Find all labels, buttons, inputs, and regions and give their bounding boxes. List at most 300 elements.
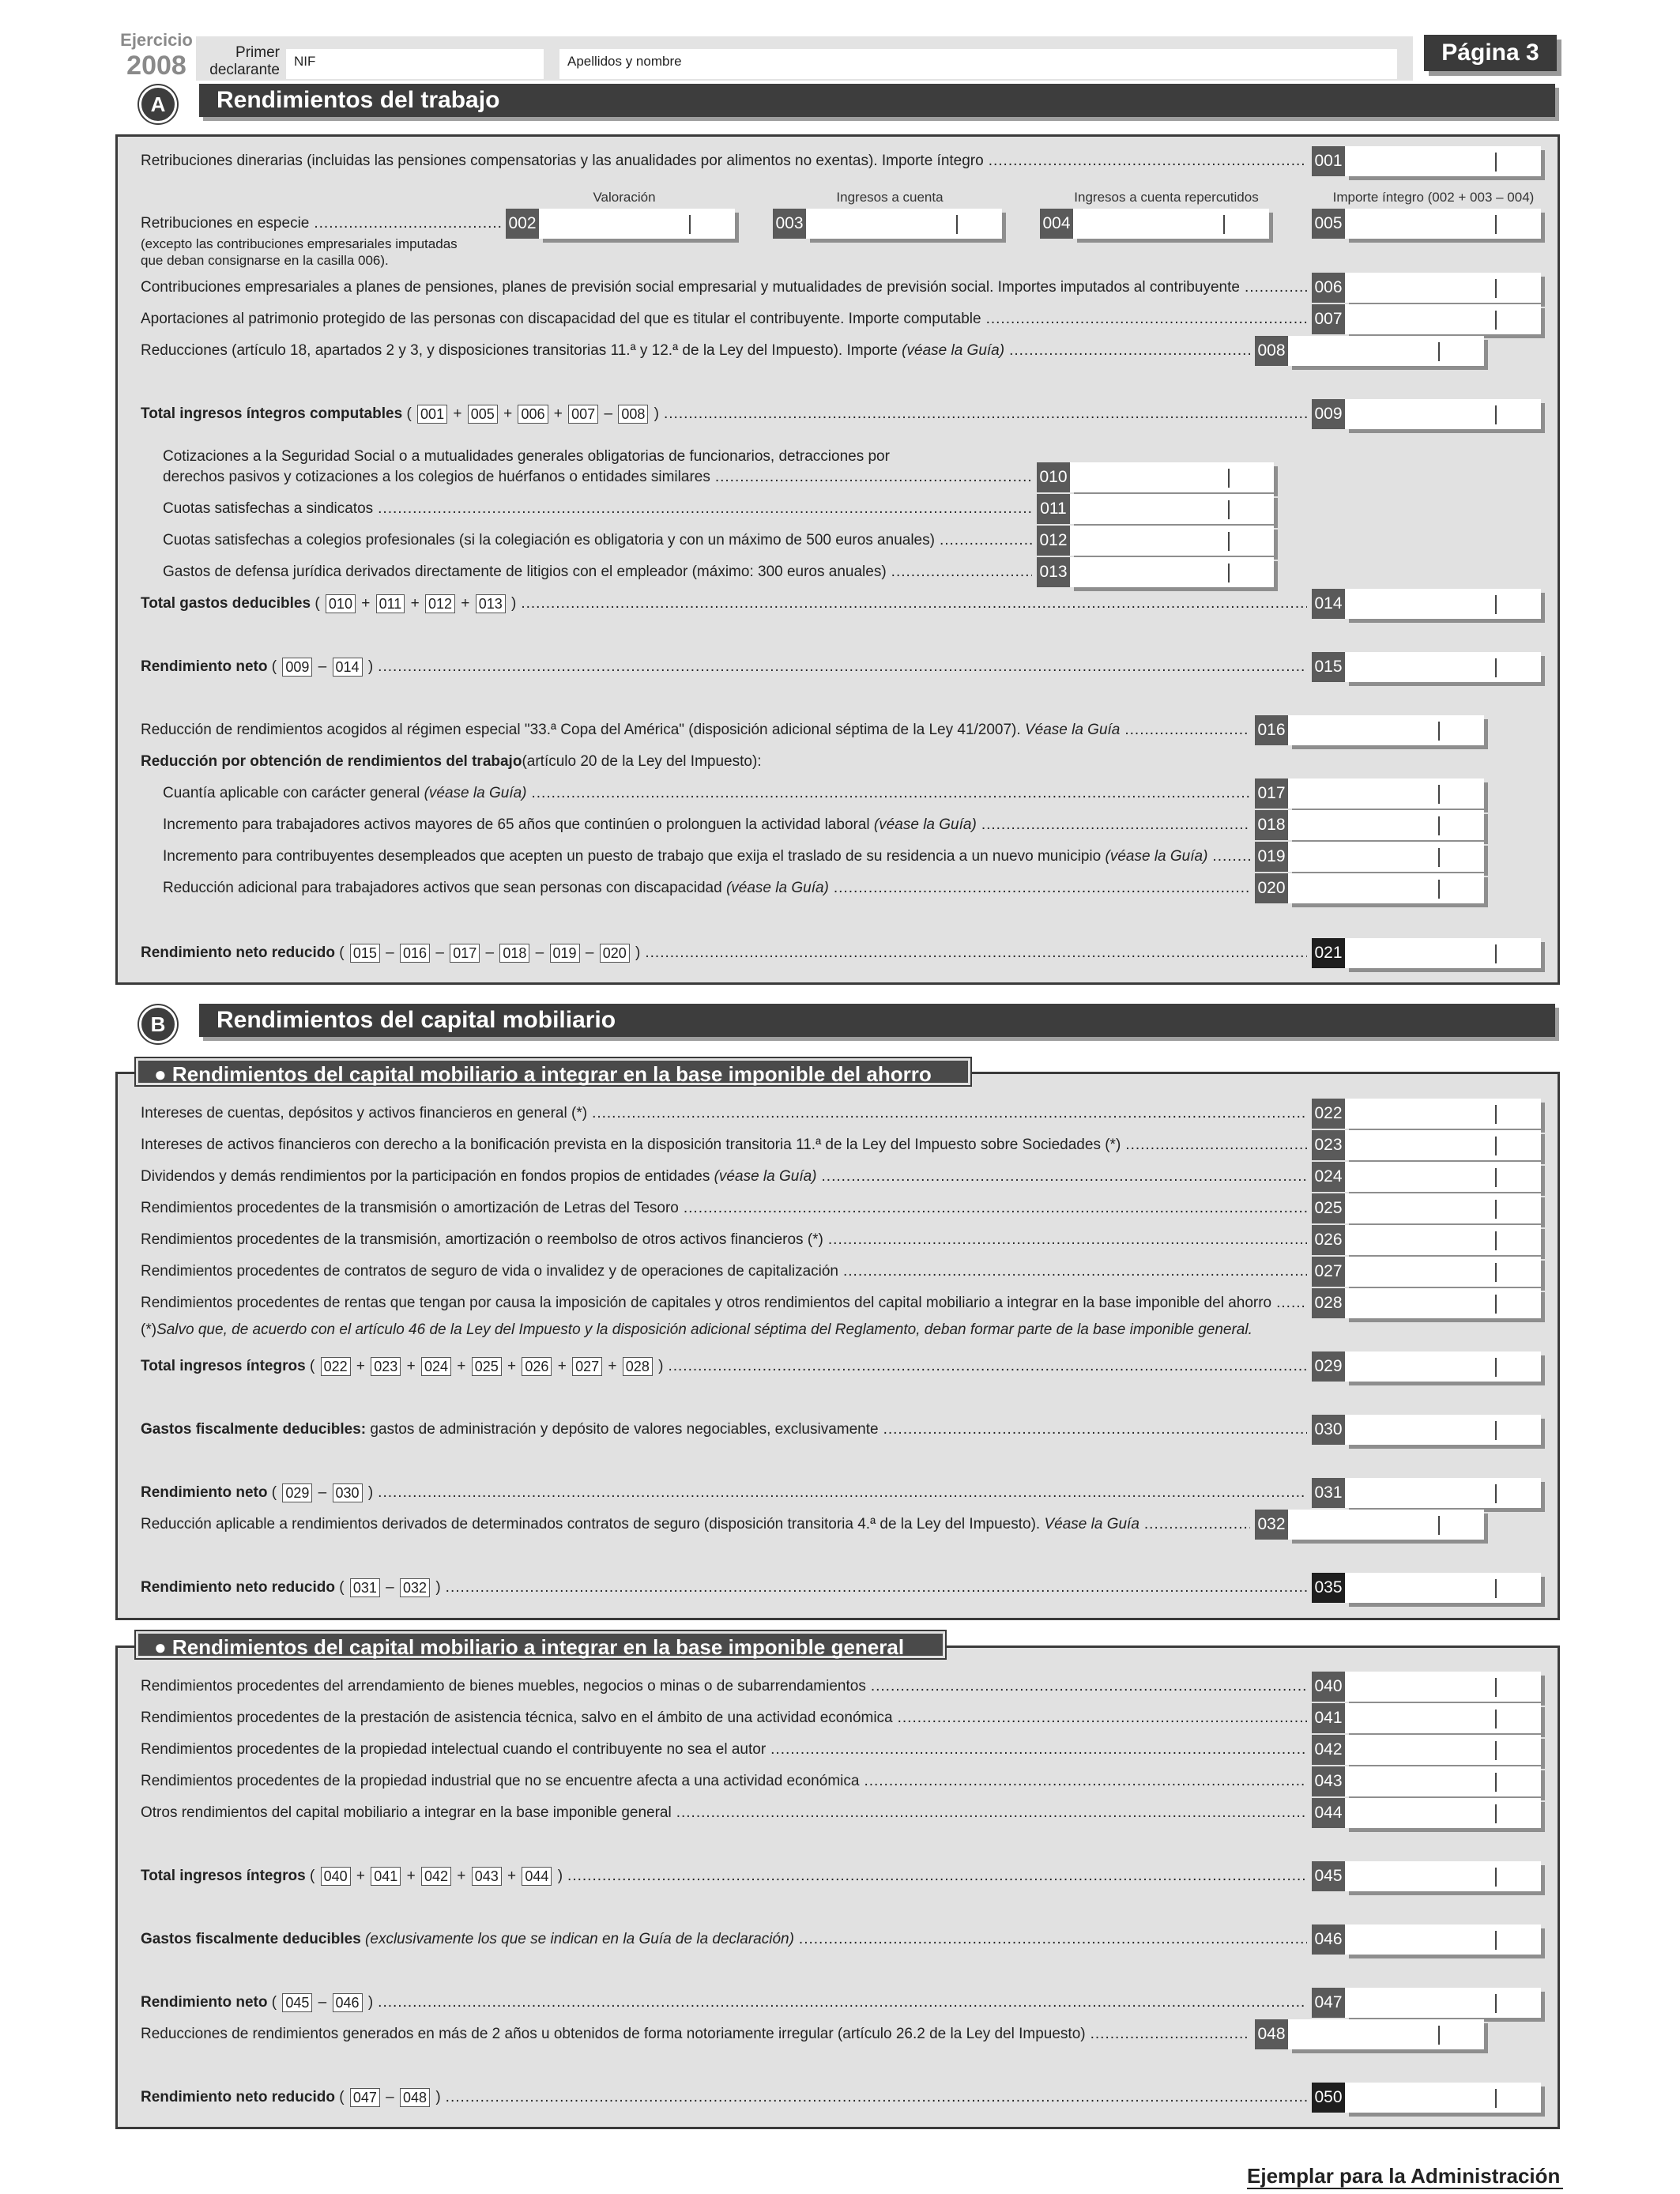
- row-029-leader: [668, 1356, 1307, 1377]
- row-050-part: Rendimiento neto reducido: [141, 2089, 335, 2105]
- row-026: [141, 1230, 1312, 1250]
- field-014[interactable]: [1312, 589, 1541, 619]
- row-030-part: Gastos fiscalmente deducibles:: [141, 1421, 367, 1438]
- row-027-part: Rendimientos procedentes de contratos de seguro de vida o invalidez y de operaciones de capitalización: [141, 1263, 838, 1280]
- row-022: [141, 1103, 1312, 1124]
- row-especie-text: [141, 213, 309, 234]
- box-input-009[interactable]: [1345, 399, 1541, 429]
- row-046: [141, 1929, 1312, 1950]
- op: ): [654, 1358, 664, 1374]
- field-022[interactable]: [1312, 1099, 1541, 1129]
- ref-027: 027: [572, 1357, 602, 1376]
- field-016[interactable]: [1255, 715, 1484, 745]
- op: –: [381, 2089, 399, 2105]
- row-043: [141, 1771, 1312, 1792]
- row-022-text: [141, 1103, 587, 1124]
- box-code-025: 025: [1312, 1193, 1345, 1223]
- op: ): [553, 1868, 563, 1884]
- ref-018: 018: [499, 944, 529, 963]
- footer-label: Ejemplar para la Administración: [1247, 2164, 1561, 2188]
- row-046-leader: [799, 1929, 1307, 1950]
- row-031: [141, 1483, 1312, 1503]
- field-024[interactable]: [1312, 1162, 1541, 1192]
- op: +: [402, 1358, 420, 1374]
- ref-020: 020: [600, 944, 630, 963]
- field-018[interactable]: [1255, 810, 1484, 840]
- row-009: [141, 404, 1312, 424]
- field-046[interactable]: [1312, 1924, 1541, 1955]
- row-045-part: Total ingresos íntegros: [141, 1868, 306, 1884]
- field-004[interactable]: [1040, 209, 1269, 239]
- row-044-part: Otros rendimientos del capital mobiliario a integrar en la base imponible general: [141, 1804, 672, 1821]
- row-026-text: [141, 1230, 823, 1250]
- ref-022: 022: [321, 1357, 351, 1376]
- ref-040: 040: [321, 1867, 351, 1886]
- box-input-014[interactable]: [1345, 589, 1541, 619]
- op: ): [507, 595, 517, 612]
- row-012-leader: [940, 530, 1032, 551]
- row-021: [141, 943, 1312, 963]
- especie-note-2: que deban consignarse en la casilla 006).: [141, 253, 389, 268]
- row-042-part: Rendimientos procedentes de la propiedad intelectual cuando el contribuyente no sea el autor: [141, 1741, 767, 1758]
- ref-011: 011: [376, 594, 405, 613]
- row-028-part: Rendimientos procedentes de rentas que tengan por causa la imposición de capitales y otros rendimientos del capital mobiliario a integrar en la base imponible del ahorro: [141, 1295, 1272, 1311]
- op: –: [581, 944, 598, 961]
- field-003[interactable]: [773, 209, 1002, 239]
- row-032-part: Reducción aplicable a rendimientos derivados de determinados contratos de seguro (disposición transitoria 4.ª de la Ley del Impuesto).: [141, 1516, 1041, 1532]
- row-031-part: Rendimiento neto: [141, 1484, 268, 1501]
- field-048[interactable]: [1255, 2019, 1484, 2049]
- section-a-letter: A: [139, 85, 177, 123]
- row-017-part: Cuantía aplicable con carácter general: [163, 785, 420, 801]
- op: +: [356, 595, 375, 612]
- reduccion-title-rest: (artículo 20 de la Ley del Impuesto):: [522, 753, 762, 770]
- row-013-leader: [891, 562, 1032, 582]
- row-019-part: (véase la Guía): [1105, 848, 1208, 865]
- box-code-019: 019: [1255, 842, 1288, 872]
- row-022-part: Intereses de cuentas, depósitos y activos financieros en general: [141, 1105, 567, 1122]
- ejercicio-label: Ejercicio: [120, 30, 193, 50]
- ref-043: 043: [472, 1867, 502, 1886]
- box-code-020: 020: [1255, 873, 1288, 903]
- apellidos-field[interactable]: [559, 49, 1397, 79]
- row-019-leader: [1212, 846, 1250, 867]
- box-input-050[interactable]: [1345, 2083, 1541, 2113]
- row-010-part: derechos pasivos y cotizaciones a los colegios de huérfanos o entidades similares: [163, 469, 710, 485]
- row-030-text: [141, 1419, 879, 1440]
- op: +: [503, 1868, 521, 1884]
- box-input-013[interactable]: [1070, 557, 1274, 587]
- field-009[interactable]: [1312, 399, 1541, 429]
- field-017[interactable]: [1255, 778, 1484, 809]
- ref-005: 005: [468, 405, 498, 424]
- field-026[interactable]: [1312, 1225, 1541, 1255]
- box-input-021[interactable]: [1345, 938, 1541, 968]
- row-029-part: Total ingresos íntegros: [141, 1358, 306, 1374]
- row-030-part: gastos de administración y depósito de valores negociables, exclusivamente: [370, 1421, 879, 1438]
- row-040: [141, 1676, 1312, 1697]
- ref-028: 028: [623, 1357, 653, 1376]
- row-020-text: [163, 878, 829, 899]
- box-input-048[interactable]: [1288, 2019, 1484, 2049]
- row-047-leader: [378, 1992, 1307, 2013]
- box-input-042[interactable]: [1345, 1735, 1541, 1765]
- box-code-015: 015: [1312, 652, 1345, 682]
- field-006[interactable]: [1312, 273, 1541, 303]
- box-input-031[interactable]: [1345, 1478, 1541, 1508]
- op: +: [352, 1868, 370, 1884]
- box-code-002: 002: [506, 209, 539, 239]
- op: –: [431, 944, 449, 961]
- declarante-label: [202, 44, 280, 79]
- footnote-star: (*): [141, 1321, 157, 1338]
- row-007: [141, 309, 1312, 330]
- field-010[interactable]: [1037, 462, 1274, 492]
- ejercicio-year: 2008: [126, 51, 186, 81]
- row-001-leader: [989, 151, 1307, 172]
- row-040-text: [141, 1676, 866, 1697]
- box-input-024[interactable]: [1345, 1162, 1541, 1192]
- ref-048: 048: [400, 2088, 430, 2107]
- box-input-018[interactable]: [1288, 810, 1484, 840]
- row-007-part: Aportaciones al patrimonio protegido de las personas con discapacidad del que es titular el contribuyente. Importe computable: [141, 311, 981, 327]
- box-code-042: 042: [1312, 1735, 1345, 1765]
- field-040[interactable]: [1312, 1672, 1541, 1702]
- field-031[interactable]: [1312, 1478, 1541, 1508]
- op: +: [499, 405, 517, 422]
- row-045: [141, 1866, 1312, 1887]
- row-046-part: Gastos fiscalmente deducibles: [141, 1931, 361, 1947]
- section-a-title: Rendimientos del trabajo: [199, 84, 1555, 117]
- box-code-013: 013: [1037, 557, 1070, 587]
- ref-023: 023: [371, 1357, 401, 1376]
- field-001[interactable]: [1312, 146, 1541, 176]
- row-020-part: Reducción adicional para trabajadores activos que sean personas con discapacidad: [163, 880, 722, 896]
- box-input-026[interactable]: [1345, 1225, 1541, 1255]
- row-029: [141, 1356, 1312, 1377]
- row-044-text: [141, 1803, 672, 1823]
- row-008: [141, 341, 1255, 361]
- box-input-011[interactable]: [1070, 494, 1274, 524]
- op: +: [449, 405, 466, 422]
- box-code-021: 021: [1312, 938, 1345, 968]
- row-046-part: (exclusivamente los que se indican en la Guía de la declaración): [365, 1931, 794, 1947]
- row-035-leader: [446, 1578, 1307, 1598]
- colhdr-col_ingresos_cuenta: Ingresos a cuenta: [836, 190, 944, 205]
- op: +: [406, 595, 424, 612]
- op: (: [339, 944, 348, 961]
- footer-underline: [1247, 2188, 1563, 2189]
- box-input-032[interactable]: [1288, 1510, 1484, 1540]
- row-028-leader: [1276, 1293, 1307, 1314]
- page-number: Página 3: [1424, 35, 1557, 71]
- op: +: [553, 1358, 571, 1374]
- row-021-text: [141, 943, 640, 963]
- field-019[interactable]: [1255, 842, 1484, 872]
- box-input-041[interactable]: [1345, 1703, 1541, 1733]
- ref-025: 025: [472, 1357, 502, 1376]
- box-code-005: 005: [1312, 209, 1345, 239]
- row-032-text: [141, 1514, 1139, 1535]
- row-012-text: [163, 530, 935, 551]
- row-044: [141, 1803, 1312, 1823]
- op: (: [406, 405, 416, 422]
- box-input-043[interactable]: [1345, 1766, 1541, 1796]
- box-input-025[interactable]: [1345, 1193, 1541, 1223]
- field-043[interactable]: [1312, 1766, 1541, 1796]
- row-047-text: [141, 1992, 373, 2013]
- ref-012: 012: [425, 594, 455, 613]
- box-input-030[interactable]: [1345, 1415, 1541, 1445]
- declarante-line1: Primer: [235, 44, 280, 61]
- field-013[interactable]: [1037, 557, 1274, 587]
- row-007-leader: [986, 309, 1307, 330]
- row-010-text: [163, 467, 710, 488]
- op: –: [481, 944, 499, 961]
- row-026-part: (*): [807, 1231, 823, 1248]
- op: +: [402, 1868, 420, 1884]
- row-045-text: [141, 1866, 563, 1887]
- colhdr-col_repercutidos: Ingresos a cuenta repercutidos: [1074, 190, 1259, 205]
- box-input-028[interactable]: [1345, 1288, 1541, 1318]
- box-input-046[interactable]: [1345, 1924, 1541, 1955]
- op: ): [363, 1994, 374, 2011]
- op: –: [314, 658, 331, 675]
- op: ): [650, 405, 659, 422]
- row-024: [141, 1167, 1312, 1187]
- box-input-008[interactable]: [1288, 336, 1484, 366]
- box-input-001[interactable]: [1345, 146, 1541, 176]
- op: ): [431, 1579, 441, 1596]
- field-002[interactable]: [506, 209, 735, 239]
- row-016: [141, 720, 1255, 741]
- field-030[interactable]: [1312, 1415, 1541, 1445]
- box-code-023: 023: [1312, 1130, 1345, 1160]
- box-input-045[interactable]: [1345, 1861, 1541, 1891]
- ref-047: 047: [350, 2088, 380, 2107]
- field-015[interactable]: [1312, 652, 1541, 682]
- row-042-text: [141, 1740, 766, 1760]
- box-code-027: 027: [1312, 1257, 1345, 1287]
- row-045-leader: [567, 1866, 1307, 1887]
- box-code-031: 031: [1312, 1478, 1345, 1508]
- row-006-text: [141, 277, 1240, 298]
- field-012[interactable]: [1037, 526, 1274, 556]
- box-code-003: 003: [773, 209, 806, 239]
- row-030: [141, 1419, 1312, 1440]
- row-024-part: (véase la Guía): [714, 1168, 817, 1185]
- row-014: [141, 594, 1312, 614]
- field-029[interactable]: [1312, 1351, 1541, 1382]
- row-001: [141, 151, 1312, 172]
- op: +: [453, 1358, 470, 1374]
- row-especie: [141, 213, 506, 234]
- box-input-017[interactable]: [1288, 778, 1484, 809]
- box-code-026: 026: [1312, 1225, 1345, 1255]
- row-025-part: Rendimientos procedentes de la transmisión o amortización de Letras del Tesoro: [141, 1200, 679, 1216]
- box-input-019[interactable]: [1288, 842, 1484, 872]
- box-code-035: 035: [1312, 1573, 1345, 1603]
- row-015-leader: [378, 657, 1307, 677]
- ref-032: 032: [400, 1578, 430, 1597]
- colhdr-col_valoracion: Valoración: [593, 190, 656, 205]
- ref-017: 017: [450, 944, 480, 963]
- row-043-leader: [864, 1771, 1307, 1792]
- row-016-part: Véase la Guía: [1024, 722, 1121, 738]
- ref-046: 046: [333, 1993, 363, 2012]
- declarante-line2: declarante: [209, 62, 280, 78]
- row-018-part: (véase la Guía): [873, 816, 977, 833]
- row-007-text: [141, 309, 981, 330]
- row-041-text: [141, 1708, 893, 1728]
- row-006-part: Contribuciones empresariales a planes de pensiones, planes de previsión social empresarial y mutualidades de previsión social. Importes imputados al contribuyente: [141, 279, 1240, 296]
- row-023-text: [141, 1135, 1121, 1155]
- field-005[interactable]: [1312, 209, 1541, 239]
- field-007[interactable]: [1312, 304, 1541, 334]
- box-input-016[interactable]: [1288, 715, 1484, 745]
- row-026-leader: [828, 1230, 1307, 1250]
- box-input-002[interactable]: [539, 209, 735, 239]
- op: –: [381, 944, 399, 961]
- ref-015: 015: [350, 944, 380, 963]
- field-050[interactable]: [1312, 2083, 1541, 2113]
- row-040-part: Rendimientos procedentes del arrendamiento de bienes muebles, negocios o minas o de subarrendamientos: [141, 1678, 866, 1695]
- box-input-003[interactable]: [806, 209, 1002, 239]
- row-043-text: [141, 1771, 859, 1792]
- box-input-006[interactable]: [1345, 273, 1541, 303]
- box-input-044[interactable]: [1345, 1798, 1541, 1828]
- ref-041: 041: [371, 1867, 401, 1886]
- box-input-047[interactable]: [1345, 1988, 1541, 2018]
- field-008[interactable]: [1255, 336, 1484, 366]
- row-035-text: [141, 1578, 441, 1598]
- row-048-text: [141, 2024, 1086, 2045]
- row-020: [163, 878, 1255, 899]
- field-011[interactable]: [1037, 494, 1274, 524]
- op: –: [531, 944, 548, 961]
- row-019-part: Incremento para contribuyentes desempleados que acepten un puesto de trabajo que exija el traslado de su residencia a un nuevo municipio: [163, 848, 1102, 865]
- box-input-022[interactable]: [1345, 1099, 1541, 1129]
- op: +: [457, 595, 474, 612]
- field-028[interactable]: [1312, 1288, 1541, 1318]
- row-048-part: Reducciones de rendimientos generados en más de 2 años u obtenidos de forma notoriamente irregular (artículo 26.2 de la Ley del Impuesto): [141, 2026, 1086, 2042]
- op: (: [271, 1484, 281, 1501]
- box-code-001: 001: [1312, 146, 1345, 176]
- ref-024: 024: [421, 1357, 451, 1376]
- box-code-044: 044: [1312, 1798, 1345, 1828]
- field-020[interactable]: [1255, 873, 1484, 903]
- row-014-part: Total gastos deducibles: [141, 595, 311, 612]
- box-input-004[interactable]: [1073, 209, 1269, 239]
- field-032[interactable]: [1255, 1510, 1484, 1540]
- box-input-010[interactable]: [1070, 462, 1274, 492]
- field-044[interactable]: [1312, 1798, 1541, 1828]
- ref-019: 019: [550, 944, 580, 963]
- box-input-015[interactable]: [1345, 652, 1541, 682]
- row-024-part: Dividendos y demás rendimientos por la participación en fondos propios de entidades: [141, 1168, 710, 1185]
- row-013: [163, 562, 1037, 582]
- box-code-050: 050: [1312, 2083, 1345, 2113]
- op: +: [453, 1868, 470, 1884]
- ref-044: 044: [522, 1867, 552, 1886]
- field-027[interactable]: [1312, 1257, 1541, 1287]
- op: +: [352, 1358, 370, 1374]
- row-010: [163, 467, 1037, 488]
- row-016-part: Reducción de rendimientos acogidos al régimen especial "33.ª Copa del América" (disposición adicional séptima de la Ley 41/2007).: [141, 722, 1021, 738]
- field-041[interactable]: [1312, 1703, 1541, 1733]
- row-014-leader: [521, 594, 1307, 614]
- box-code-011: 011: [1037, 494, 1070, 524]
- row-015-text: [141, 657, 373, 677]
- box-input-040[interactable]: [1345, 1672, 1541, 1702]
- row-047: [141, 1992, 1312, 2013]
- box-input-029[interactable]: [1345, 1351, 1541, 1382]
- row-012-part: Cuotas satisfechas a colegios profesionales (si la colegiación es obligatoria y con un máximo de 500 euros anuales): [163, 532, 935, 548]
- box-code-018: 018: [1255, 810, 1288, 840]
- row-048-leader: [1090, 2024, 1250, 2045]
- field-035[interactable]: [1312, 1573, 1541, 1603]
- box-input-007[interactable]: [1345, 304, 1541, 334]
- op: –: [314, 1484, 331, 1501]
- box-code-004: 004: [1040, 209, 1073, 239]
- box-input-035[interactable]: [1345, 1573, 1541, 1603]
- row-043-part: Rendimientos procedentes de la propiedad industrial que no se encuentre afecta a una actividad económica: [141, 1773, 860, 1789]
- box-code-017: 017: [1255, 778, 1288, 809]
- field-025[interactable]: [1312, 1193, 1541, 1223]
- row-050: [141, 2087, 1312, 2108]
- box-code-028: 028: [1312, 1288, 1345, 1318]
- ref-026: 026: [522, 1357, 552, 1376]
- nif-field[interactable]: [286, 49, 544, 79]
- box-input-012[interactable]: [1070, 526, 1274, 556]
- ref-042: 042: [421, 1867, 451, 1886]
- row-042-leader: [770, 1740, 1307, 1760]
- box-input-023[interactable]: [1345, 1130, 1541, 1160]
- row-026-part: Rendimientos procedentes de la transmisión, amortización o reembolso de otros activos financieros: [141, 1231, 804, 1248]
- row-023-part: Intereses de activos financieros con derecho a la bonificación prevista en la disposición transitoria 11.ª de la Ley del Impuesto sobre Sociedades: [141, 1137, 1101, 1153]
- box-input-005[interactable]: [1345, 209, 1541, 239]
- row-008-leader: [1009, 341, 1250, 361]
- field-023[interactable]: [1312, 1130, 1541, 1160]
- field-042[interactable]: [1312, 1735, 1541, 1765]
- ref-001: 001: [417, 405, 447, 424]
- op: ): [363, 658, 374, 675]
- box-code-012: 012: [1037, 526, 1070, 556]
- ref-031: 031: [350, 1578, 380, 1597]
- row-012: [163, 530, 1037, 551]
- box-input-020[interactable]: [1288, 873, 1484, 903]
- row-017-text: [163, 783, 527, 804]
- row-024-leader: [822, 1167, 1307, 1187]
- row-028: [141, 1293, 1312, 1314]
- op: +: [549, 405, 567, 422]
- row-025-leader: [684, 1198, 1307, 1219]
- row-especie-leader: [314, 213, 501, 234]
- box-code-007: 007: [1312, 304, 1345, 334]
- row-001-part: Retribuciones dinerarias (incluidas las pensiones compensatorias y las anualidades por alimentos no exentas). Importe íntegro: [141, 153, 984, 169]
- field-047[interactable]: [1312, 1988, 1541, 2018]
- row-008-part: Reducciones (artículo 18, apartados 2 y 3, y disposiciones transitorias 11.ª y 12.ª de la Ley del Impuesto). Importe: [141, 342, 898, 359]
- field-021[interactable]: [1312, 938, 1541, 968]
- op: ): [631, 944, 641, 961]
- op: +: [503, 1358, 521, 1374]
- row-009-part: Total ingresos íntegros computables: [141, 405, 403, 422]
- field-045[interactable]: [1312, 1861, 1541, 1891]
- row-027-leader: [843, 1261, 1307, 1282]
- row-032: [141, 1514, 1255, 1535]
- box-input-027[interactable]: [1345, 1257, 1541, 1287]
- ref-010: 010: [326, 594, 356, 613]
